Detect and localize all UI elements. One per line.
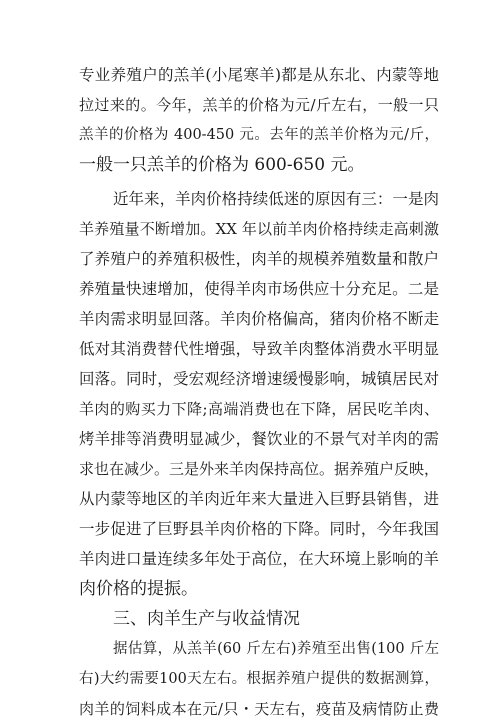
paragraph-first-line: 据估算，从羔羊(60 斤左右)养殖至出售(100 斤左	[113, 641, 439, 657]
text-line: 羊肉需求明显回落。羊肉价格偏高，猪肉价格不断走	[79, 310, 439, 328]
text-line: 一般一只羔羊的价格为 600-650 元。	[79, 155, 365, 175]
text-line: 低对其消费替代性增强，导致羊肉整体消费水平明显	[79, 340, 439, 358]
text-line: 求也在减少。三是外来羊肉保持高位。据养殖户反映，	[79, 460, 440, 478]
text-line: 肉价格的提振。	[79, 579, 198, 599]
text-line: 从内蒙等地区的羊肉近年来大量进入巨野县销售，进	[79, 490, 439, 508]
paragraph-first-line: 近年来，羊肉价格持续低迷的原因有三：一是肉	[113, 190, 439, 208]
text-line: 右)大约需要100天左右。根据养殖户提供的数据测算，	[79, 671, 439, 687]
text-line: 养殖量快速增加，使得羊肉市场供应十分充足。二是	[79, 280, 439, 298]
section-heading: 三、肉羊生产与收益情况	[113, 609, 300, 629]
text-line: 一步促进了巨野县羊肉价格的下降。同时，今年我国	[79, 520, 439, 538]
text-line: 回落。同时，受宏观经济增速缓慢影响，城镇居民对	[79, 370, 439, 388]
text-line: 羔羊的价格为 400-450 元。去年的羔羊价格为元/斤，	[79, 127, 439, 143]
text-line: 烤羊排等消费明显减少，餐饮业的不景气对羊肉的需	[79, 430, 439, 448]
text-line: 专业养殖户的羔羊(小尾寒羊)都是从东北、内蒙等地	[79, 66, 439, 84]
text-line: 拉过来的。今年，羔羊的价格为元/斤左右，一般一只	[79, 96, 439, 114]
text-line: 了养殖户的养殖积极性，肉羊的规模养殖数量和散户	[79, 250, 439, 268]
text-line: 羊肉的购买力下降;高端消费也在下降，居民吃羊肉、	[79, 400, 439, 418]
text-line: 羊养殖量不断增加。XX 年以前羊肉价格持续走高刺激	[79, 220, 439, 238]
text-line: 羊肉进口量连续多年处于高位，在大环境上影响的羊	[79, 550, 439, 568]
text-line: 肉羊的饲料成本在元/只・天左右，疫苗及病情防止费	[79, 700, 439, 718]
